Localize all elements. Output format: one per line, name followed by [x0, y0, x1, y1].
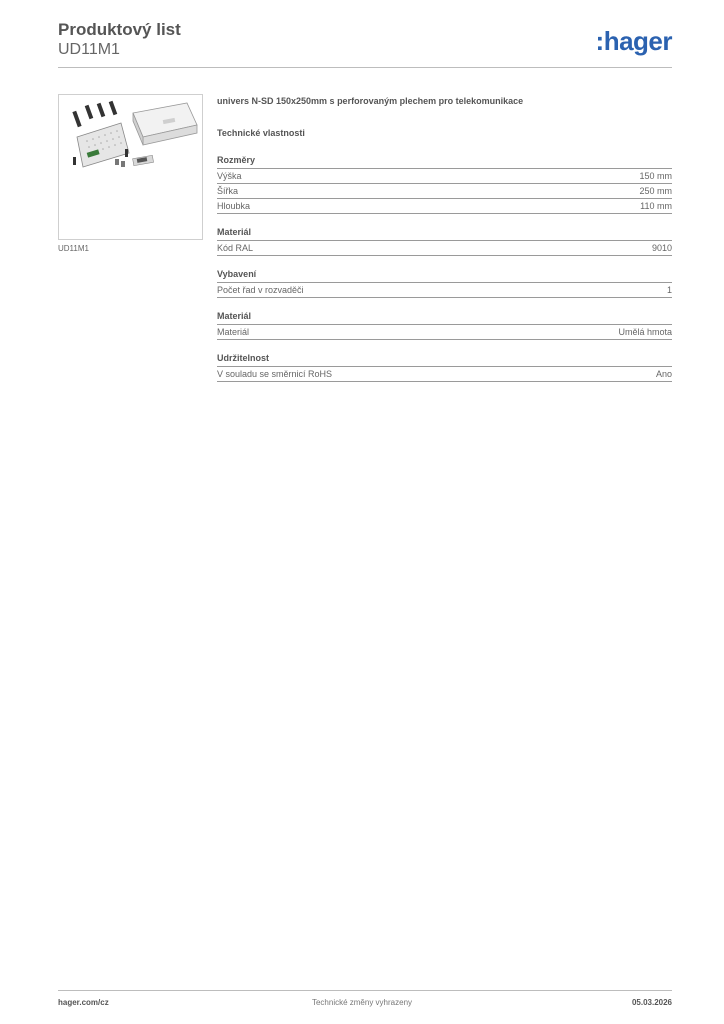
- spec-value: 110 mm: [640, 201, 672, 211]
- spec-label: V souladu se směrnicí RoHS: [217, 369, 333, 379]
- page-title: Produktový list: [58, 20, 181, 39]
- spec-row: [217, 184, 672, 199]
- spec-row: [217, 283, 672, 298]
- spec-label: Počet řad v rozvaděči: [217, 285, 304, 295]
- spec-group-material-type: [217, 310, 672, 340]
- spec-label: Šířka: [217, 186, 239, 196]
- spec-value: Ano: [655, 369, 672, 379]
- spec-group-equipment: [217, 268, 672, 298]
- page-header: [58, 20, 672, 60]
- spec-group-dimensions: [217, 154, 672, 214]
- spec-group-title: Rozměry: [217, 154, 672, 169]
- product-code: UD11M1: [58, 41, 120, 58]
- spec-label: Hloubka: [217, 201, 251, 211]
- spec-value: 150 mm: [639, 171, 672, 181]
- image-caption: UD11M1: [58, 244, 89, 253]
- spec-group-sustainability: [217, 352, 672, 382]
- spec-row: [217, 325, 672, 340]
- spec-group-title: Materiál: [217, 310, 672, 325]
- spec-group-title: Udržitelnost: [217, 352, 672, 367]
- spec-value: 1: [666, 285, 672, 295]
- spec-value: 9010: [651, 243, 672, 253]
- spec-label: Kód RAL: [217, 243, 254, 253]
- spec-row: [217, 367, 672, 382]
- spec-group-material: [217, 226, 672, 256]
- hager-logo: :hager: [595, 26, 672, 56]
- header-divider: [58, 67, 672, 68]
- footer-divider: [58, 990, 672, 991]
- enclosure-box: [133, 103, 197, 145]
- footer-date: 05.03.2026: [631, 998, 672, 1007]
- spec-label: Výška: [217, 171, 242, 181]
- product-illustration: [59, 95, 202, 239]
- product-details: [217, 96, 672, 382]
- product-image: [58, 94, 203, 240]
- spec-group-title: Vybavení: [217, 268, 672, 283]
- footer-website: hager.com/cz: [58, 998, 109, 1007]
- footer-note: Technické změny vyhrazeny: [311, 998, 413, 1007]
- perforated-plate: [77, 123, 129, 167]
- spec-row: [217, 169, 672, 184]
- spec-label: Materiál: [217, 327, 250, 337]
- spec-group-title: Materiál: [217, 226, 672, 241]
- tech-section-title: Technické vlastnosti: [217, 128, 305, 138]
- spec-value: Umělá hmota: [618, 327, 672, 337]
- spec-row: [217, 199, 672, 214]
- spec-row: [217, 241, 672, 256]
- spec-value: 250 mm: [639, 186, 672, 196]
- small-parts: [115, 155, 154, 167]
- product-description: univers N-SD 150x250mm s perforovaným plechem pro telekomunikace: [217, 96, 524, 106]
